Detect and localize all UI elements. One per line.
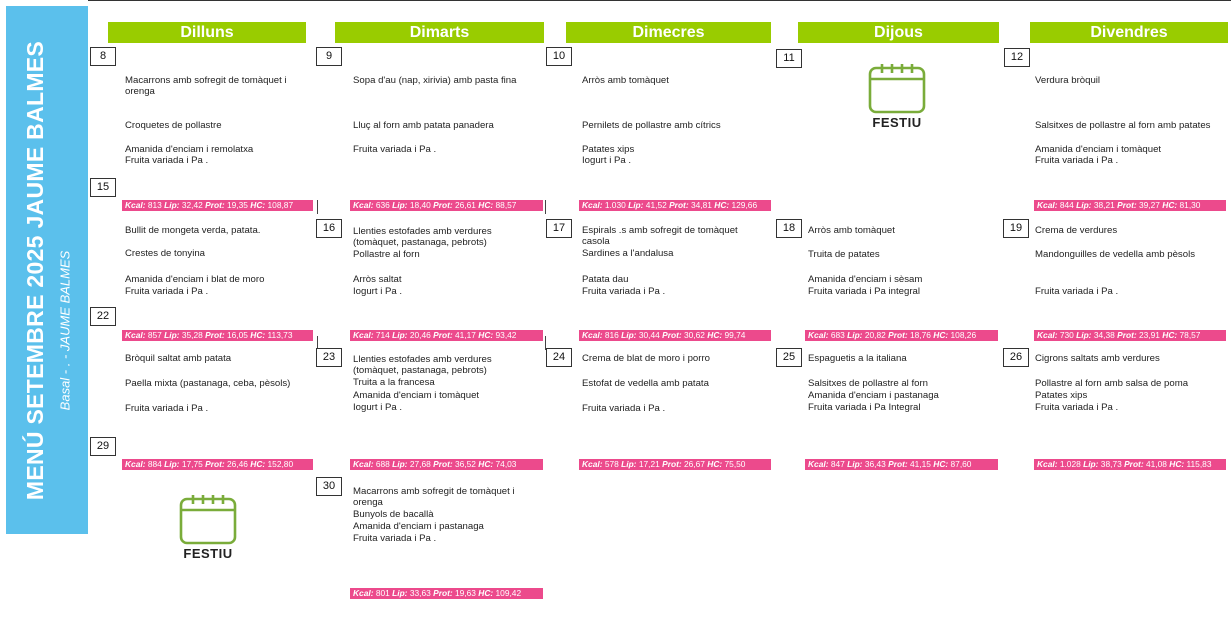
menu-side: Amanida d'enciam i sèsam bbox=[808, 274, 923, 285]
menu-first-course: Espaguetis a la italiana bbox=[808, 353, 907, 364]
day-number: 29 bbox=[90, 437, 116, 456]
day-number: 17 bbox=[546, 219, 572, 238]
day-number: 18 bbox=[776, 219, 802, 238]
day-header-dijous: Dijous bbox=[798, 22, 999, 43]
menu-second-course: Salsitxes de pollastre al forn bbox=[808, 378, 928, 389]
menu-first-course: Bròquil saltat amb patata bbox=[125, 353, 232, 364]
menu-dessert: Fruita variada i Pa . bbox=[353, 144, 437, 155]
day-number: 30 bbox=[316, 477, 342, 496]
menu-second-course: Paella mixta (pastanaga, ceba, pèsols) bbox=[125, 378, 291, 389]
nutrition-bar: Kcal: 683 Lip: 20,82 Prot: 18,76 HC: 108,26 bbox=[805, 330, 998, 341]
menu-dessert: Fruita variada i Pa . bbox=[582, 403, 666, 414]
day-number: 9 bbox=[316, 47, 342, 66]
menu-first-course: Macarrons amb sofregit de tomàquet i orenga bbox=[353, 486, 515, 508]
menu-first-course: Arròs amb tomàquet bbox=[582, 75, 669, 86]
nutrition-bar: Kcal: 847 Lip: 36,43 Prot: 41,15 HC: 87,60 bbox=[805, 459, 998, 470]
calendar-icon bbox=[177, 493, 239, 545]
menu-dessert: Fruita variada i Pa integral bbox=[808, 286, 920, 297]
menu-side: Amanida d'enciam i pastanaga bbox=[353, 521, 484, 532]
day-number: 22 bbox=[90, 307, 116, 326]
nutrition-bar: Kcal: 714 Lip: 20,46 Prot: 41,17 HC: 93,42 bbox=[350, 330, 543, 341]
menu-second-course: Estofat de vedella amb patata bbox=[582, 378, 709, 389]
menu-second-course: Croquetes de pollastre bbox=[125, 120, 222, 131]
menu-first-course: Llenties estofades amb verdures (tomàquet, pastanaga, pebrots) bbox=[353, 226, 492, 248]
menu-first-course: Espirals .s amb sofregit de tomàquet casola bbox=[582, 225, 738, 247]
menu-side: Amanida d'enciam i tomàquet bbox=[1035, 144, 1162, 155]
nutrition-bar: Kcal: 844 Lip: 38,21 Prot: 39,27 HC: 81,30 bbox=[1034, 200, 1226, 211]
festiu-label: FESTIU bbox=[183, 546, 233, 561]
menu-dessert: Fruita variada i Pa . bbox=[1035, 286, 1119, 297]
menu-dessert: Fruita variada i Pa . bbox=[582, 286, 666, 297]
divider-line bbox=[545, 200, 546, 214]
menu-side: Patates xips bbox=[1035, 390, 1088, 401]
festiu-holiday bbox=[163, 493, 253, 561]
menu-first-course: Crema de blat de moro i porro bbox=[582, 353, 710, 364]
festiu-holiday bbox=[852, 62, 942, 130]
menu-dessert: Iogurt i Pa . bbox=[582, 155, 632, 166]
nutrition-bar: Kcal: 688 Lip: 27,68 Prot: 36,52 HC: 74,03 bbox=[350, 459, 543, 470]
nutrition-bar: Kcal: 801 Lip: 33,63 Prot: 19,63 HC: 109,42 bbox=[350, 588, 543, 599]
nutrition-bar: Kcal: 578 Lip: 17,21 Prot: 26,67 HC: 75,50 bbox=[579, 459, 771, 470]
menu-second-course: Salsitxes de pollastre al forn amb patates bbox=[1035, 120, 1211, 131]
menu-first-course: Llenties estofades amb verdures (tomàquet, pastanaga, pebrots) bbox=[353, 354, 492, 376]
menu-dessert: Fruita variada i Pa . bbox=[125, 286, 209, 297]
menu-first-course: Arròs amb tomàquet bbox=[808, 225, 895, 236]
day-number: 19 bbox=[1003, 219, 1029, 238]
divider-line bbox=[317, 200, 318, 214]
sidebar-banner bbox=[6, 6, 88, 534]
day-header-divendres: Divendres bbox=[1030, 22, 1228, 43]
festiu-label: FESTIU bbox=[872, 115, 922, 130]
day-number: 15 bbox=[90, 178, 116, 197]
menu-side: Amanida d'enciam i remolatxa bbox=[125, 144, 254, 155]
menu-first-course: Bullit de mongeta verda, patata. bbox=[125, 225, 261, 236]
nutrition-bar: Kcal: 1.028 Lip: 38,73 Prot: 41,08 HC: 115,83 bbox=[1034, 459, 1226, 470]
menu-side: Patates xips bbox=[582, 144, 635, 155]
menu-side: Amanida d'enciam i tomàquet bbox=[353, 390, 480, 401]
day-header-dimarts: Dimarts bbox=[335, 22, 544, 43]
menu-second-course: Truita de patates bbox=[808, 249, 880, 260]
menu-dessert: Fruita variada i Pa . bbox=[125, 403, 209, 414]
menu-second-course: Sardines a l'andalusa bbox=[582, 248, 674, 259]
day-number: 26 bbox=[1003, 348, 1029, 367]
menu-dessert: Fruita variada i Pa . bbox=[1035, 402, 1119, 413]
menu-dessert: Fruita variada i Pa . bbox=[1035, 155, 1119, 166]
calendar-icon bbox=[866, 62, 928, 114]
menu-dessert: Iogurt i Pa . bbox=[353, 402, 403, 413]
nutrition-bar: Kcal: 636 Lip: 18,40 Prot: 26,61 HC: 88,57 bbox=[350, 200, 543, 211]
menu-second-course: Mandonguilles de vedella amb pèsols bbox=[1035, 249, 1195, 260]
menu-second-course: Pollastre al forn amb salsa de poma bbox=[1035, 378, 1189, 389]
menu-first-course: Crema de verdures bbox=[1035, 225, 1118, 236]
day-number: 16 bbox=[316, 219, 342, 238]
nutrition-bar: Kcal: 813 Lip: 32,42 Prot: 19,35 HC: 108,87 bbox=[122, 200, 313, 211]
nutrition-bar: Kcal: 884 Lip: 17,75 Prot: 26,46 HC: 152,80 bbox=[122, 459, 313, 470]
day-number: 12 bbox=[1004, 48, 1030, 67]
menu-first-course: Cigrons saltats amb verdures bbox=[1035, 353, 1160, 364]
menu-dessert: Fruita variada i Pa Integral bbox=[808, 402, 921, 413]
nutrition-bar: Kcal: 730 Lip: 34,38 Prot: 23,91 HC: 78,57 bbox=[1034, 330, 1226, 341]
menu-dessert: Fruita variada i Pa . bbox=[125, 155, 209, 166]
nutrition-bar: Kcal: 1.030 Lip: 41,52 Prot: 34,81 HC: 129,66 bbox=[579, 200, 771, 211]
day-number: 24 bbox=[546, 348, 572, 367]
menu-first-course: Verdura bròquil bbox=[1035, 75, 1101, 86]
menu-first-course: Macarrons amb sofregit de tomàquet i orenga bbox=[125, 75, 287, 97]
menu-side: Amanida d'enciam i blat de moro bbox=[125, 274, 265, 285]
menu-dessert: Fruita variada i Pa . bbox=[353, 533, 437, 544]
menu-title: MENÚ SETEMBRE 2025 JAUME BALMES bbox=[22, 40, 49, 500]
nutrition-bar: Kcal: 857 Lip: 35,28 Prot: 16,05 HC: 113,73 bbox=[122, 330, 313, 341]
nutrition-bar: Kcal: 816 Lip: 30,44 Prot: 30,62 HC: 99,74 bbox=[579, 330, 771, 341]
day-number: 8 bbox=[90, 47, 116, 66]
day-header-dilluns: Dilluns bbox=[108, 22, 306, 43]
day-number: 25 bbox=[776, 348, 802, 367]
menu-second-course: Pernilets de pollastre amb cítrics bbox=[582, 120, 721, 131]
day-header-dimecres: Dimecres bbox=[566, 22, 771, 43]
menu-second-course: Bunyols de bacallà bbox=[353, 509, 434, 520]
menu-first-course: Sopa d'au (nap, xirivia) amb pasta fina bbox=[353, 75, 517, 86]
day-number: 10 bbox=[546, 47, 572, 66]
menu-second-course: Pollastre al forn bbox=[353, 249, 420, 260]
menu-second-course: Truita a la francesa bbox=[353, 377, 435, 388]
menu-side: Arròs saltat bbox=[353, 274, 402, 285]
day-number: 23 bbox=[316, 348, 342, 367]
top-border-line bbox=[88, 0, 1231, 1]
menu-second-course: Crestes de tonyina bbox=[125, 248, 205, 259]
menu-subtitle: Basal - . - JAUME BALMES bbox=[57, 250, 73, 410]
day-number: 11 bbox=[776, 49, 802, 68]
menu-dessert: Iogurt i Pa . bbox=[353, 286, 403, 297]
menu-side: Patata dau bbox=[582, 274, 629, 285]
menu-second-course: Lluç al forn amb patata panadera bbox=[353, 120, 494, 131]
menu-side: Amanida d'enciam i pastanaga bbox=[808, 390, 939, 401]
